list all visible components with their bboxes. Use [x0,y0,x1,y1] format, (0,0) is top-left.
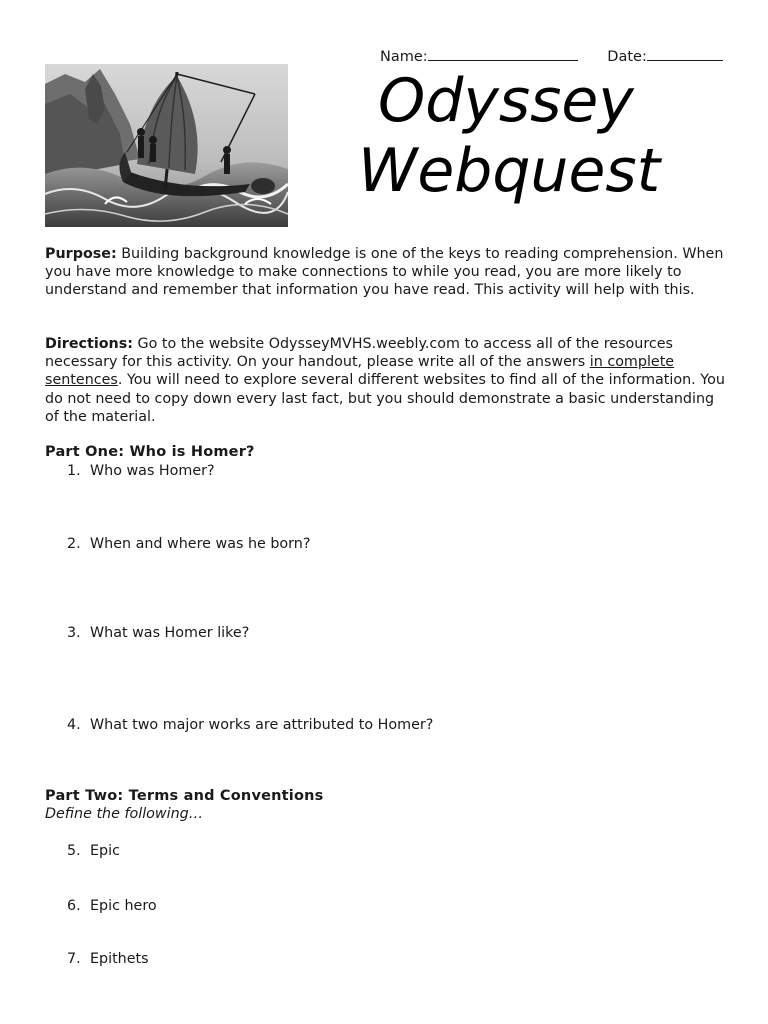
question-item [67,843,120,859]
question-text: Epic hero [90,898,157,914]
question-text: What two major works are attributed to Homer? [90,717,434,733]
name-date-line [380,47,723,65]
date-blank [647,47,723,61]
directions-underlined-text: in complete sentences [45,354,675,389]
question-item [67,625,249,641]
question-text: Epithets [90,951,149,967]
question-number: 7. [67,951,81,967]
question-number: 1. [67,463,81,479]
purpose-label: Purpose: [45,246,117,262]
question-number: 4. [67,717,81,733]
page-title [358,66,738,206]
question-item [67,898,157,914]
part-one-heading: Part One: Who is Homer? [45,444,255,460]
ship-icon [45,64,288,227]
purpose-paragraph [45,245,725,300]
question-text: Who was Homer? [90,463,215,479]
directions-text-after: . You will need to explore several different websites to find all of the information. You do not need to copy down every last fact, but you should demonstrate a basic understanding of the material. [45,372,725,425]
question-item [67,717,433,733]
question-text: Epic [90,843,120,859]
name-label: Name: [380,49,428,65]
question-number: 6. [67,898,81,914]
question-number: 5. [67,843,81,859]
name-blank [428,47,578,61]
directions-text-before: Go to the website OdysseyMVHS.weebly.com to access all of the resources necessary for this activity. On your handout, please write all of the answers [45,336,673,371]
question-text: When and where was he born? [90,536,311,552]
question-item [67,536,310,552]
directions-paragraph [45,335,725,426]
question-item [67,463,215,479]
part-two-heading: Part Two: Terms and Conventions [45,788,324,804]
title-line-1: Odyssey [378,66,634,136]
title-line-2: Webquest [358,136,661,206]
part-two-instruction: Define the following… [45,806,204,822]
question-text: What was Homer like? [90,625,250,641]
date-label: Date: [607,49,647,65]
purpose-text: Building background knowledge is one of the keys to reading comprehension. When you have more knowledge to make connections to while you read, you are more likely to understand and remember that information you have read. This activity will help with this. [45,246,724,299]
ship-at-sea-illustration [45,64,288,227]
question-number: 3. [67,625,81,641]
directions-label: Directions: [45,336,133,352]
question-number: 2. [67,536,81,552]
question-item [67,951,149,967]
